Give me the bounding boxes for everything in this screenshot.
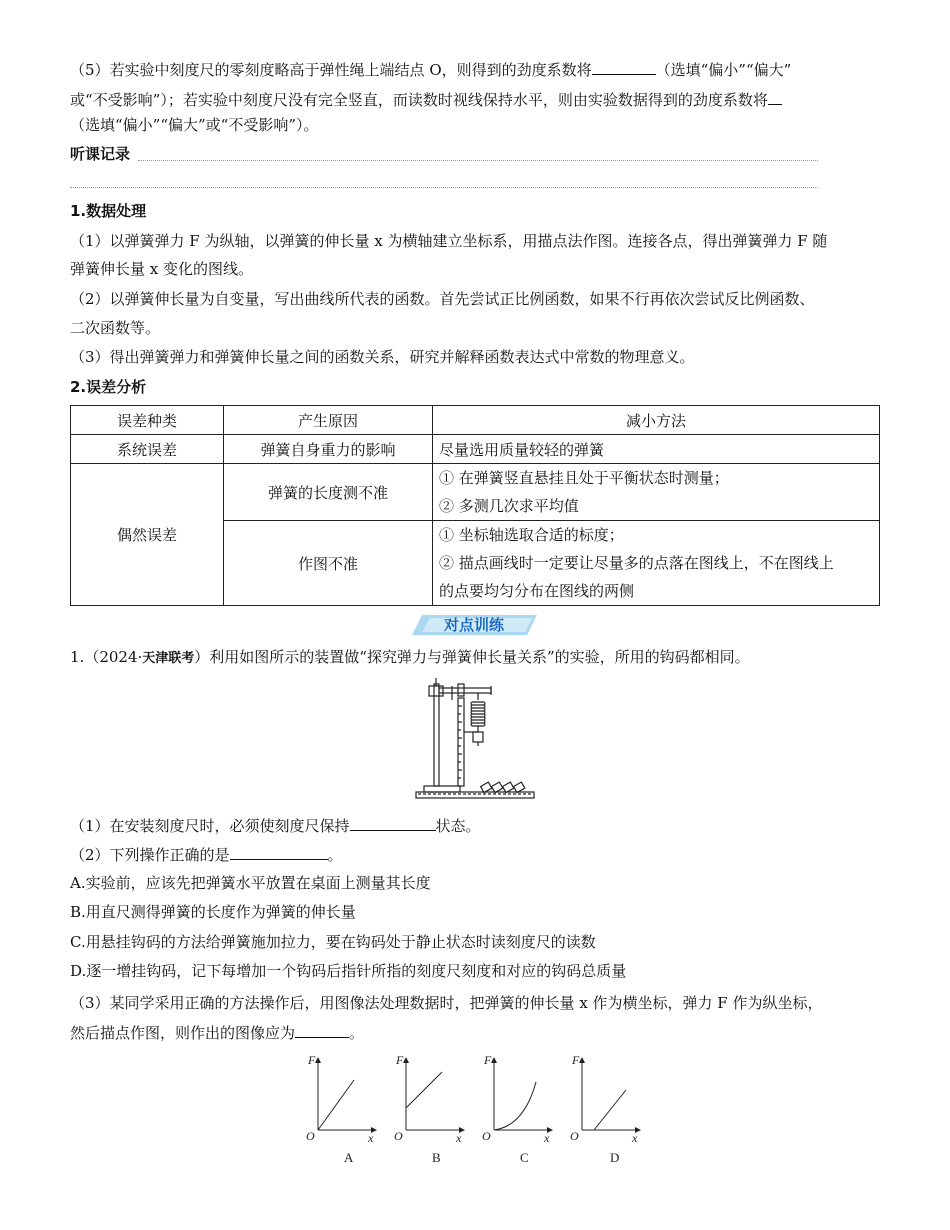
table-header: 减小方法	[433, 406, 880, 435]
table-cell	[433, 464, 880, 521]
q1	[70, 814, 481, 837]
svg-text:x: x	[368, 1131, 374, 1145]
section2-title: 2.误差分析	[70, 378, 147, 396]
table-cell: 偶然误差	[71, 464, 224, 606]
table-header: 产生原因	[224, 406, 433, 435]
svg-text:x: x	[456, 1131, 462, 1145]
q3-line2	[70, 1021, 364, 1044]
table-header-row	[71, 406, 880, 435]
table-cell	[433, 521, 880, 606]
svg-text:O: O	[570, 1129, 579, 1143]
table-cell: 弹簧自身重力的影响	[224, 435, 433, 464]
q2-text-tail: 。	[327, 846, 343, 864]
answer-blank[interactable]	[295, 1021, 349, 1038]
svg-text:F: F	[572, 1053, 580, 1067]
answer-blank[interactable]	[592, 58, 656, 75]
q5-text-1-tail: （选填“偏小”“偏大”	[655, 61, 792, 79]
source-tag: 天津联考	[142, 651, 195, 666]
problem-stem	[70, 646, 750, 670]
option-a[interactable]: A.实验前，应该先把弹簧水平放置在桌面上测量其长度	[70, 874, 431, 892]
table-row	[71, 435, 880, 464]
answer-blank[interactable]	[230, 843, 328, 860]
q3-line1: （3）某同学采用正确的方法操作后，用图像法处理数据时，把弹簧的伸长量 x 作为横坐标，弹力 F 作为纵坐标，	[70, 994, 823, 1012]
notes-line[interactable]	[70, 187, 818, 188]
option-b[interactable]: B.用直尺测得弹簧的长度作为弹簧的伸长量	[70, 903, 356, 921]
svg-text:F: F	[308, 1053, 316, 1067]
graph-options	[296, 1050, 652, 1170]
section1-title: 1.数据处理	[70, 202, 147, 220]
apparatus-figure	[414, 676, 538, 802]
method-item: ① 坐标轴选取合适的标度；	[439, 526, 624, 544]
q2	[70, 843, 343, 866]
notes-line[interactable]	[138, 160, 818, 161]
section1-p2a: （2）以弹簧伸长量为自变量，写出曲线所代表的函数。首先尝试正比例函数，如果不行再依次尝试反比例函数、	[70, 290, 815, 308]
q5-line2	[70, 88, 782, 111]
q1-text: （1）在安装刻度尺时，必须使刻度尺保持	[70, 817, 350, 835]
q5-line3: （选填“偏小”“偏大”或“不受影响”）。	[70, 116, 319, 134]
q5-text-1: （5）若实验中刻度尺的零刻度略高于弹性绳上端结点 O，则得到的劲度系数将	[70, 61, 592, 79]
svg-text:A: A	[344, 1150, 354, 1165]
svg-text:x: x	[632, 1131, 638, 1145]
source-close: ）	[194, 648, 210, 666]
svg-text:F: F	[396, 1053, 404, 1067]
table-cell: 系统误差	[71, 435, 224, 464]
q3-text: 然后描点作图，则作出的图像应为	[70, 1024, 296, 1042]
table-cell: 弹簧的长度测不准	[224, 464, 433, 521]
table-header: 误差种类	[71, 406, 224, 435]
banner-text: 对点训练	[443, 616, 505, 634]
svg-text:O: O	[394, 1129, 403, 1143]
svg-text:B: B	[432, 1150, 441, 1165]
section1-p1a: （1）以弹簧弹力 F 为纵轴，以弹簧的伸长量 x 为横轴建立坐标系，用描点法作图。连接各点，得出弹簧弹力 F 随	[70, 232, 828, 250]
stem-text: 利用如图所示的装置做“探究弹力与弹簧伸长量关系”的实验，所用的钩码都相同。	[209, 648, 750, 666]
source-open: （2024·	[84, 648, 143, 666]
svg-text:O: O	[482, 1129, 491, 1143]
section1-p2b: 二次函数等。	[70, 319, 161, 337]
svg-text:O: O	[306, 1129, 315, 1143]
method-item: ② 多测几次求平均值	[439, 497, 579, 515]
q5-line1	[70, 58, 791, 81]
error-analysis-table	[70, 405, 880, 606]
graph-d[interactable]	[570, 1053, 640, 1165]
option-d[interactable]: D.逐一增挂钩码，记下每增加一个钩码后指针所指的刻度尺刻度和对应的钩码总质量	[70, 962, 627, 980]
q5-text-2: 或“不受影响”）；若实验中刻度尺没有完全竖直，而读数时视线保持水平，则由实验数据得到的劲度系数将	[70, 91, 768, 109]
method-item: 的点要均匀分布在图线的两侧	[439, 582, 635, 600]
option-c[interactable]: C.用悬挂钩码的方法给弹簧施加拉力，要在钩码处于静止状态时读刻度尺的读数	[70, 933, 596, 951]
answer-blank[interactable]	[768, 88, 782, 105]
graph-c[interactable]	[482, 1053, 552, 1165]
problem-number: 1.	[70, 648, 85, 666]
graph-a[interactable]	[306, 1053, 376, 1165]
method-item: ② 描点画线时一定要让尽量多的点落在图线上，不在图线上	[439, 554, 834, 572]
q3-text-tail: 。	[349, 1024, 365, 1042]
practice-banner	[412, 613, 537, 637]
svg-text:x: x	[544, 1131, 550, 1145]
method-item: ① 在弹簧竖直悬挂且处于平衡状态时测量；	[439, 469, 729, 487]
notes-label: 听课记录	[70, 145, 131, 163]
section1-p3: （3）得出弹簧弹力和弹簧伸长量之间的函数关系，研究并解释函数表达式中常数的物理意义。	[70, 348, 695, 366]
section1-p1b: 弹簧伸长量 x 变化的图线。	[70, 260, 253, 278]
answer-blank[interactable]	[350, 814, 436, 831]
table-row	[71, 464, 880, 521]
table-cell: 尽量选用质量较轻的弹簧	[433, 435, 880, 464]
table-cell: 作图不准	[224, 521, 433, 606]
svg-text:C: C	[520, 1150, 529, 1165]
q1-text-tail: 状态。	[435, 817, 481, 835]
graph-b[interactable]	[394, 1053, 464, 1165]
svg-text:F: F	[484, 1053, 492, 1067]
svg-text:D: D	[610, 1150, 620, 1165]
q2-text: （2）下列操作正确的是	[70, 846, 230, 864]
